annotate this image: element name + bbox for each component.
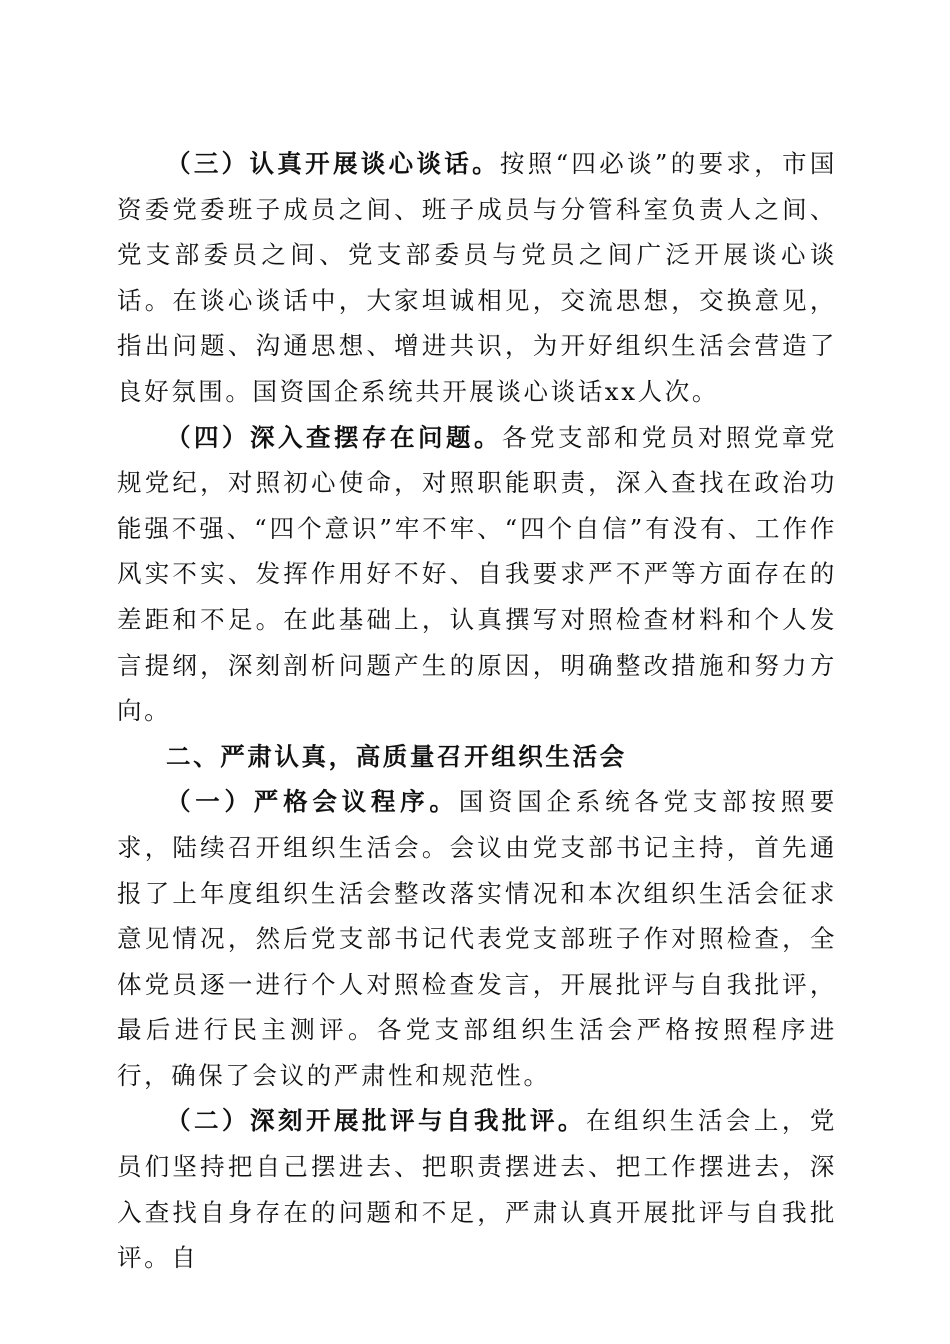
paragraph-criticism	[117, 1098, 837, 1280]
paragraph-talk-heart	[117, 141, 837, 415]
document-body	[117, 141, 837, 1281]
paragraph-text: 国资国企系统各党支部按照要求，陆续召开组织生活会。会议由党支部书记主持，首先通报了上年度组织生活会整改落实情况和本次组织生活会征求意见情况，然后党支部书记代表党支部班子作对照检查，全体党员逐一进行个人对照检查发言，开展批评与自我批评，最后进行民主测评。各党支部组织生活会严格按照程序进行，确保了会议的严肃性和规范性。	[117, 787, 837, 1090]
paragraph-find-problems	[117, 415, 837, 734]
paragraph-lead: （二）深刻开展批评与自我批评。	[166, 1106, 586, 1136]
paragraph-text: 各党支部和党员对照党章党规党纪，对照初心使命，对照职能职责，深入查找在政治功能强不强、“四个意识”牢不牢、“四个自信”有没有、工作作风实不实、发挥作用好不好、自我要求严不严等方面存在的差距和不足。在此基础上，认真撰写对照检查材料和个人发言提纲，深刻剖析问题产生的原因，明确整改措施和努力方向。	[117, 422, 838, 726]
paragraph-lead: （三）认真开展谈心谈话。	[166, 149, 500, 178]
paragraph-lead: （一）严格会议程序。	[166, 787, 459, 817]
paragraph-meeting-procedure	[117, 779, 837, 1098]
paragraph-text: 在组织生活会上，党员们坚持把自己摆进去、把职责摆进去、把工作摆进去，深入查找自身存在的问题和不足，严肃认真开展批评与自我批评。自	[117, 1106, 837, 1273]
section-heading: 二、严肃认真，高质量召开组织生活会	[166, 741, 627, 771]
paragraph-lead: （四）深入查摆存在问题。	[166, 422, 502, 452]
paragraph-text: 按照“四必谈”的要求，市国资委党委班子成员之间、班子成员与分管科室负责人之间、党支部委员之间、党支部委员与党员之间广泛开展谈心谈话。在谈心谈话中，大家坦诚相见，交流思想，交换意见，指出问题、沟通思想、增进共识，为开好组织生活会营造了良好氛围。国资国企系统共开展谈心谈话xx人次。	[117, 149, 837, 406]
